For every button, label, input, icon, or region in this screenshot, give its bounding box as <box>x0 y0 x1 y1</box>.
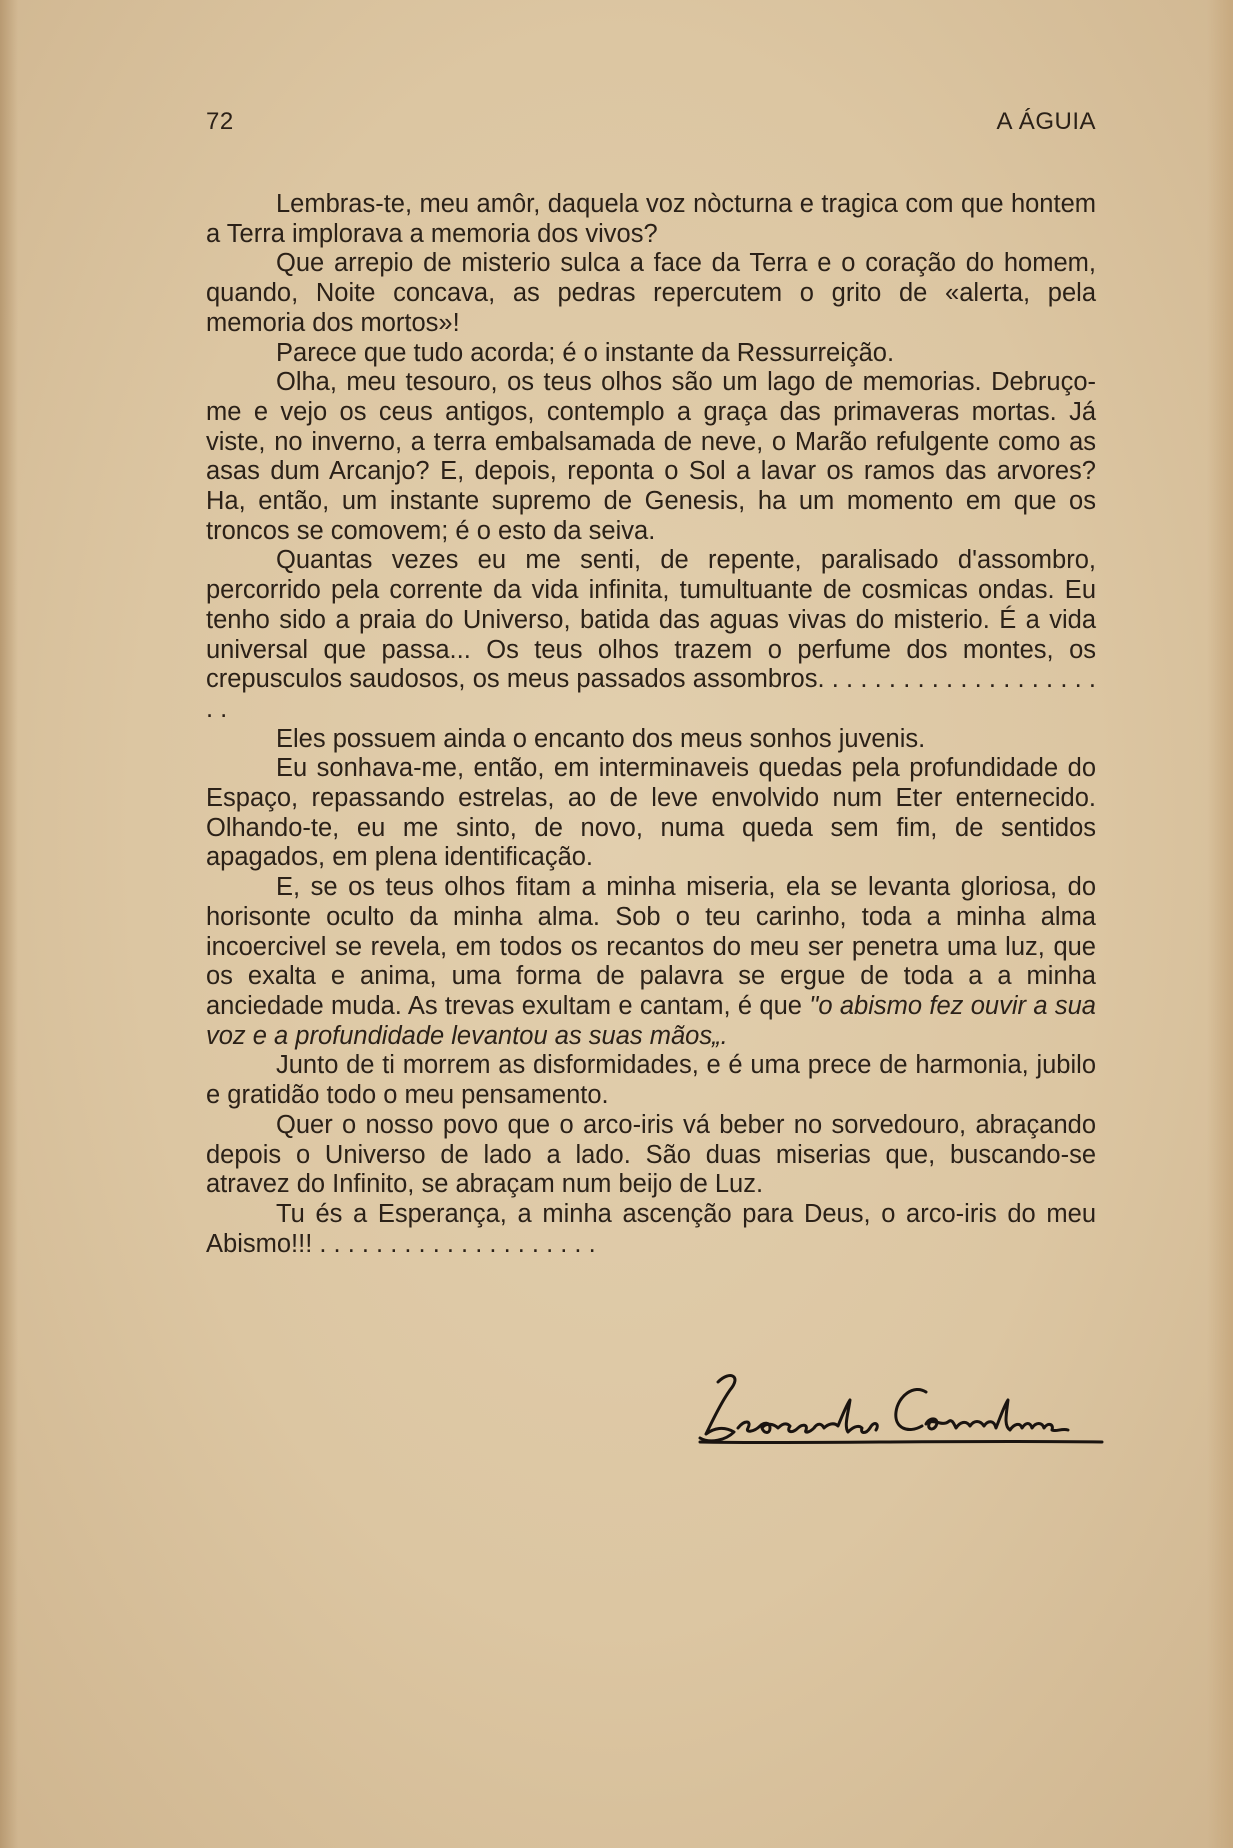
paragraph-10: Quer o nosso povo que o arco-iris vá beber no sorvedouro, abraçando depois o Universo de lado a lado. São duas miserias que, buscando-se atravez do Infinito, se abraçam num beijo de Luz. <box>206 1110 1096 1199</box>
paragraph-9: Junto de ti morrem as disformidades, e é uma prece de harmonia, jubilo e gratidão todo o meu pensamento. <box>206 1051 1096 1110</box>
paragraph-8 <box>206 873 1096 1051</box>
page-number: 72 <box>206 108 234 135</box>
paragraph-1: Lembras-te, meu amôr, daquela voz nòcturna e tragica com que hontem a Terra implorava a memoria dos vivos? <box>206 190 1096 248</box>
signature-drawing <box>690 1370 1110 1450</box>
page-edge-shadow-right <box>1207 0 1233 1848</box>
page-header <box>206 108 1096 142</box>
paragraph-8-quote: "o abismo fez ouvir a sua voz e a profundidade levantou as suas mãos„. <box>206 991 1096 1050</box>
paragraph-11: Tu és a Esperança, a minha ascenção para Deus, o arco-iris do meu Abismo!!! . . . . . . . . . . . . . . . . . . . . <box>206 1199 1096 1258</box>
paragraph-7: Eu sonhava-me, então, em interminaveis quedas pela profundidade do Espaço, repassando estrelas, ao de leve envolvido num Eter enternecido. Olhando-te, eu me sinto, de novo, numa queda sem fim, de sentidos apagados, em plena identificação. <box>206 754 1096 872</box>
handwritten-signature <box>690 1370 1110 1450</box>
paragraph-4: Olha, meu tesouro, os teus olhos são um lago de memorias. Debruço-me e vejo os ceus antigos, contemplo a graça das primaveras mortas. Já viste, no inverno, a terra embalsamada de neve, o Marão refulgente como as asas dum Arcanjo? E, depois, reponta o Sol a lavar os ramos das arvores? Ha, então, um instante supremo de Genesis, ha um momento em que os troncos se comovem; é o esto da seiva. <box>206 368 1096 545</box>
running-title: A ÁGUIA <box>996 108 1096 135</box>
paragraph-3: Parece que tudo acorda; é o instante da Ressurreição. <box>276 338 895 367</box>
paragraph-2: Que arrepio de misterio sulca a face da Terra e o coração do homem, quando, Noite concava, as pedras repercutem o grito de «alerta, pela memoria dos mortos»! <box>206 249 1096 337</box>
paragraph-8-text: E, se os teus olhos fitam a minha miseria, ela se levanta gloriosa, do horisonte oculto da minha alma. Sob o teu carinho, toda a minha alma incoercivel se revela, em todos os recantos do meu ser penetra uma luz, que os exalta e anima, uma forma de palavra se ergue de toda a a minha anciedade muda. As trevas exultam e cantam, é que <box>206 873 1096 1020</box>
page-edge-shadow-left <box>0 0 18 1848</box>
paragraph-6: Eles possuem ainda o encanto dos meus sonhos juvenis. <box>276 724 926 753</box>
paragraph-5: Quantas vezes eu me senti, de repente, paralisado d'assombro, percorrido pela corrente da vida infinita, tumultuante de cosmicas ondas. Eu tenho sido a praia do Universo, batida das aguas vivas do misterio. É a vida universal que passa... Os teus olhos trazem o perfume dos montes, os crepusculos saudosos, os meus passados assombros. . . . . . . . . . . . . . . . . . . . . . <box>206 546 1096 723</box>
body-text <box>206 190 1096 1259</box>
